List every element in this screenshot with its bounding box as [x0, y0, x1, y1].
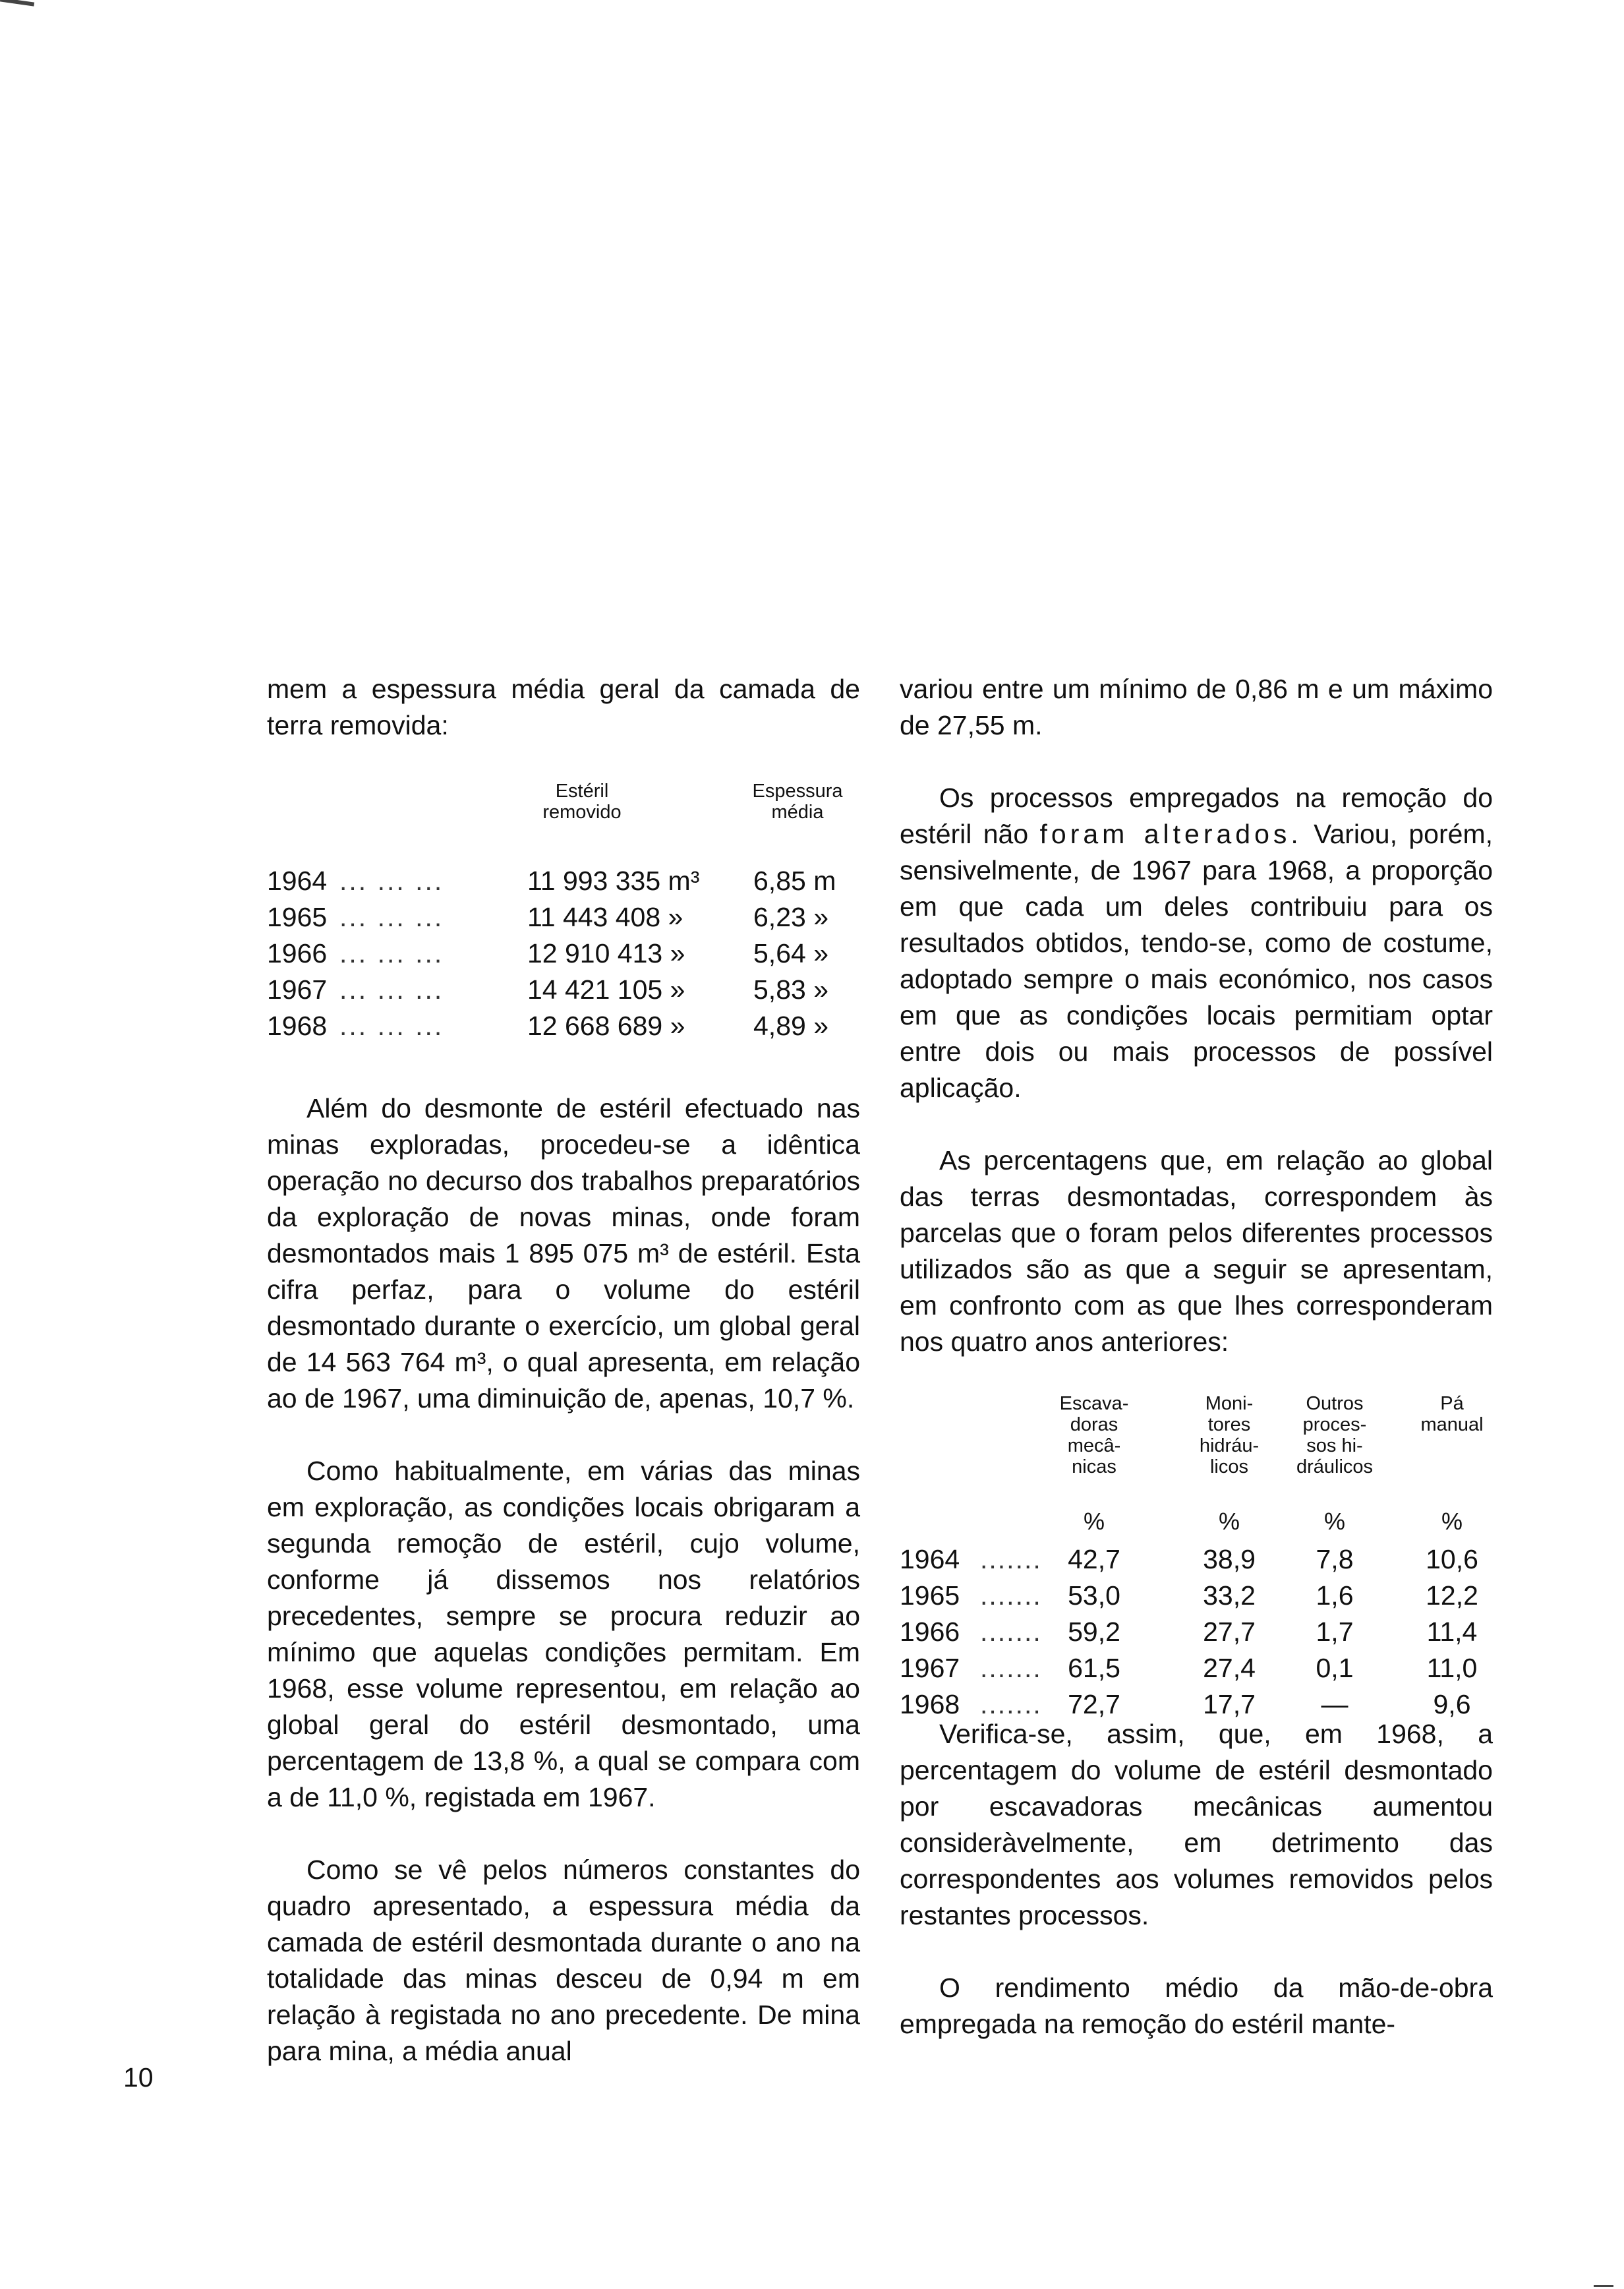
table-row — [267, 1008, 860, 1044]
cell: 7,8 — [1316, 1544, 1354, 1574]
paragraph: As percentagens que, em relação ao global das terras desmontadas, correspondem às parcelas que o foram pelos diferentes processos utilizados são as que a seguir se apresentam, em confronto com as que lhes corresponderam nos quatro anos anteriores: — [900, 1145, 1493, 1357]
paragraph: O rendimento médio da mão-de-obra empregada na remoção do estéril mante- — [900, 1973, 1493, 2039]
cell: 10,6 — [1426, 1544, 1478, 1574]
paragraph: Como habitualmente, em várias das minas em exploração, as condições locais obrigaram a segunda remoção de estéril, cujo volume, conforme já dissemos nos relatórios precedentes, sempre se procura reduzir ao mínimo que aquelas condições permitam. Em 1968, esse volume representou, em relação ao global geral do estéril desmontado, uma percentagem de 13,8 %, a qual se compara com a de 11,0 %, registada em 1967. — [267, 1456, 860, 1812]
table-row — [900, 1578, 1493, 1614]
leader-dots: ....... — [980, 1617, 1042, 1647]
cell: 61,5 — [1068, 1653, 1120, 1683]
table-row — [900, 1541, 1493, 1578]
cell: 11,4 — [1426, 1617, 1478, 1647]
row-year: 1965 — [900, 1580, 960, 1611]
row-year: 1967 — [267, 974, 328, 1005]
leader-dots: ....... — [980, 1689, 1042, 1719]
column-header-thickness: Espessura média — [752, 781, 843, 823]
cell: 42,7 — [1068, 1544, 1120, 1574]
table-row — [267, 863, 860, 899]
cell: 72,7 — [1068, 1689, 1120, 1719]
leader-dots: ....... — [980, 1544, 1042, 1574]
table-row — [267, 936, 860, 972]
cell: 17,7 — [1203, 1689, 1256, 1719]
row-thickness: 6,85 m — [753, 866, 836, 896]
column-header-other-processes: Outros proces- sos hi- dráulicos — [1296, 1393, 1374, 1477]
table-row — [267, 899, 860, 936]
scan-speck — [1594, 2285, 1613, 2287]
row-volume: 12 668 689 » — [527, 1011, 685, 1041]
process-percentage-table — [900, 1393, 1493, 1719]
removal-table — [267, 781, 860, 1090]
paragraph: Verifica-se, assim, que, em 1968, a percentagem do volume de estéril desmontado por escavadoras mecânicas aumentou consideràvelmente, em detrimento das correspondentes aos volumes removidos pelos restantes processos. — [900, 1719, 1493, 1930]
row-year: 1968 — [900, 1689, 960, 1719]
leader-dots: ....... — [980, 1653, 1042, 1683]
column-header-excavators: Escava- doras mecâ- nicas — [1059, 1393, 1129, 1477]
table-row — [267, 972, 860, 1008]
row-volume: 11 443 408 » — [527, 902, 683, 932]
paragraph-text: Variou, porém, sensivelmente, de 1967 para 1968, a proporção em que cada um deles contribuiu para os resultados obtidos, tendo-se, como de costume, adoptado sempre o mais económico, nos casos em que as condições locais permitiam optar entre dois ou mais processos de possível aplicação. — [900, 819, 1493, 1103]
leader-dots: ... ... ... — [339, 938, 444, 968]
cell: 27,7 — [1203, 1617, 1256, 1647]
percent-unit: % — [1083, 1508, 1105, 1535]
row-year: 1964 — [900, 1544, 960, 1574]
paragraph: mem a espessura média geral da camada de terra removida: — [267, 674, 860, 740]
cell: 59,2 — [1068, 1617, 1120, 1647]
cell: 38,9 — [1203, 1544, 1256, 1574]
cell: 53,0 — [1068, 1580, 1120, 1611]
row-thickness: 6,23 » — [753, 902, 828, 932]
row-volume: 12 910 413 » — [527, 938, 685, 968]
row-year: 1965 — [267, 902, 328, 932]
paragraph-text: Os processos empregados na remoção do estéril não — [900, 783, 1493, 849]
cell: 12,2 — [1426, 1580, 1478, 1611]
table-row — [900, 1650, 1493, 1686]
row-thickness: 5,83 » — [753, 974, 828, 1005]
cell: 1,7 — [1316, 1617, 1354, 1647]
percent-unit: % — [1218, 1508, 1240, 1535]
leader-dots: ....... — [980, 1580, 1042, 1611]
row-year: 1967 — [900, 1653, 960, 1683]
cell: 0,1 — [1316, 1653, 1354, 1683]
row-year: 1968 — [267, 1011, 328, 1041]
paragraph — [900, 780, 1493, 1106]
row-volume: 11 993 335 m³ — [527, 866, 700, 896]
cell: 9,6 — [1433, 1689, 1471, 1719]
right-column — [900, 671, 1493, 2042]
scan-speck — [0, 0, 34, 7]
paragraph: Além do desmonte de estéril efectuado nas minas exploradas, procedeu-se a idêntica operação no decurso dos trabalhos preparatórios da exploração de novas minas, onde foram desmontados mais 1 895 075 m³ de estéril. Esta cifra perfaz, para o volume do estéril desmontado durante o exercício, um global geral de 14 563 764 m³, o qual apresenta, em relação ao de 1967, uma diminuição de, apenas, 10,7 %. — [267, 1093, 860, 1413]
leader-dots: ... ... ... — [339, 974, 444, 1005]
leader-dots: ... ... ... — [339, 866, 444, 896]
table-row — [900, 1614, 1493, 1650]
cell: — — [1321, 1689, 1348, 1719]
row-thickness: 5,64 » — [753, 938, 828, 968]
column-header-manual: Pá manual — [1420, 1393, 1484, 1435]
percent-unit: % — [1323, 1508, 1345, 1535]
paragraph: Como se vê pelos números constantes do quadro apresentado, a espessura média da camada de estéril desmontada durante o ano na totalidade das minas desceu de 0,94 m em relação à registada no ano precedente. De mina para mina, a média anual — [267, 1855, 860, 2066]
cell: 27,4 — [1203, 1653, 1256, 1683]
row-year: 1966 — [900, 1617, 960, 1647]
page-number: 10 — [123, 2062, 154, 2093]
row-thickness: 4,89 » — [753, 1011, 828, 1041]
column-header-removed: Estéril removido — [542, 781, 622, 823]
leader-dots: ... ... ... — [339, 1011, 444, 1041]
paragraph: variou entre um mínimo de 0,86 m e um máximo de 27,55 m. — [900, 674, 1493, 740]
percent-unit: % — [1441, 1508, 1463, 1535]
column-header-monitors: Moni- tores hidráu- licos — [1199, 1393, 1260, 1477]
leader-dots: ... ... ... — [339, 902, 444, 932]
cell: 1,6 — [1316, 1580, 1354, 1611]
row-year: 1964 — [267, 866, 328, 896]
table-row — [900, 1686, 1493, 1723]
emphasis-spaced: foram alterados. — [1039, 819, 1302, 849]
cell: 11,0 — [1426, 1653, 1478, 1683]
row-year: 1966 — [267, 938, 328, 968]
row-volume: 14 421 105 » — [527, 974, 685, 1005]
cell: 33,2 — [1203, 1580, 1256, 1611]
left-column — [267, 671, 860, 2069]
